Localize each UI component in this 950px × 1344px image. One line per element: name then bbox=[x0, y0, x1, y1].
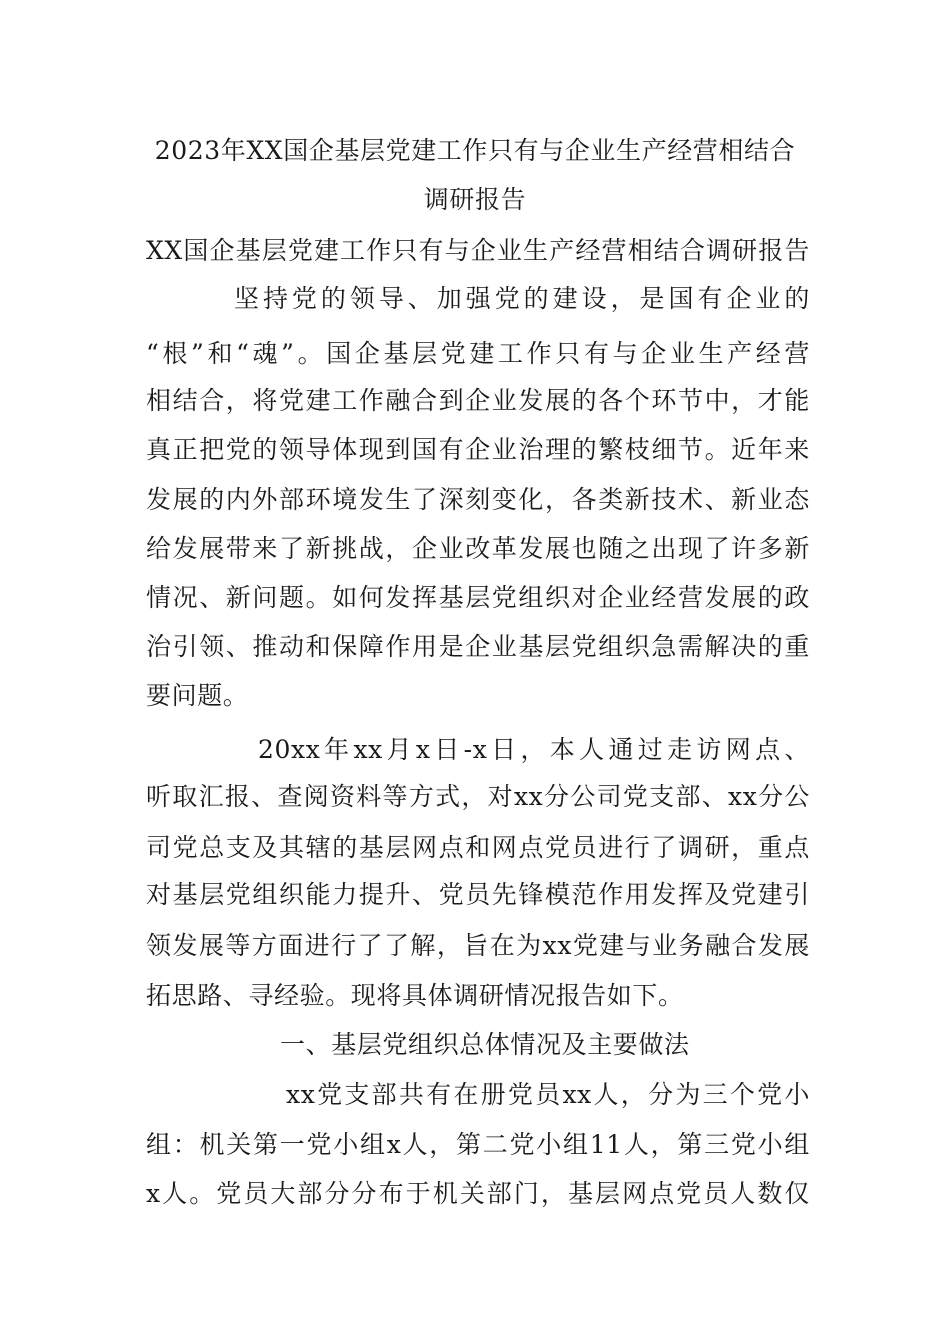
paragraph-2-line-5: 领发展等方面进行了了解，旨在为xx党建与业务融合发展 bbox=[146, 931, 810, 960]
paragraph-1-line-8: 治引领、推动和保障作用是企业基层党组织急需解决的重 bbox=[146, 632, 810, 661]
paragraph-1-line-1: 坚持党的领导、加强党的建设，是国有企业的 bbox=[234, 284, 810, 313]
paragraph-1-line-4: 真正把党的领导体现到国有企业治理的繁枝细节。近年来 bbox=[146, 435, 810, 464]
paragraph-2-line-1: 20xx年xx月x日-x日，本人通过走访网点、 bbox=[258, 735, 810, 764]
paragraph-1-line-7: 情况、新问题。如何发挥基层党组织对企业经营发展的政 bbox=[146, 583, 810, 612]
document-subtitle: XX国企基层党建工作只有与企业生产经营相结合调研报告 bbox=[146, 236, 810, 265]
section-1-paragraph-line-2: 组：机关第一党小组x人，第二党小组11人，第三党小组 bbox=[146, 1130, 810, 1159]
paragraph-1-line-2: “根”和“魂”。国企基层党建工作只有与企业生产经营 bbox=[146, 339, 810, 368]
paragraph-1-line-3: 相结合，将党建工作融合到企业发展的各个环节中，才能 bbox=[146, 386, 810, 415]
paragraph-2-line-2: 听取汇报、查阅资料等方式，对xx分公司党支部、xx分公 bbox=[146, 782, 810, 811]
paragraph-2-line-6: 拓思路、寻经验。现将具体调研情况报告如下。 bbox=[146, 981, 684, 1010]
section-1-paragraph-line-1: xx党支部共有在册党员xx人，分为三个党小 bbox=[286, 1080, 810, 1109]
document-title-line-2: 调研报告 bbox=[423, 185, 527, 214]
document-title-line-1: 2023年XX国企基层党建工作只有与企业生产经营相结合 bbox=[154, 136, 796, 165]
paragraph-1-line-9: 要问题。 bbox=[146, 681, 249, 710]
paragraph-2-line-3: 司党总支及其辖的基层网点和网点党员进行了调研，重点 bbox=[146, 833, 810, 862]
paragraph-2-line-4: 对基层党组织能力提升、党员先锋模范作用发挥及党建引 bbox=[146, 880, 810, 909]
section-1-heading: 一、基层党组织总体情况及主要做法 bbox=[280, 1030, 690, 1059]
section-1-paragraph-line-3: x人。党员大部分分布于机关部门，基层网点党员人数仅 bbox=[146, 1179, 810, 1208]
paragraph-1-line-5: 发展的内外部环境发生了深刻变化，各类新技术、新业态 bbox=[146, 485, 810, 514]
paragraph-1-line-6: 给发展带来了新挑战，企业改革发展也随之出现了许多新 bbox=[146, 534, 810, 563]
